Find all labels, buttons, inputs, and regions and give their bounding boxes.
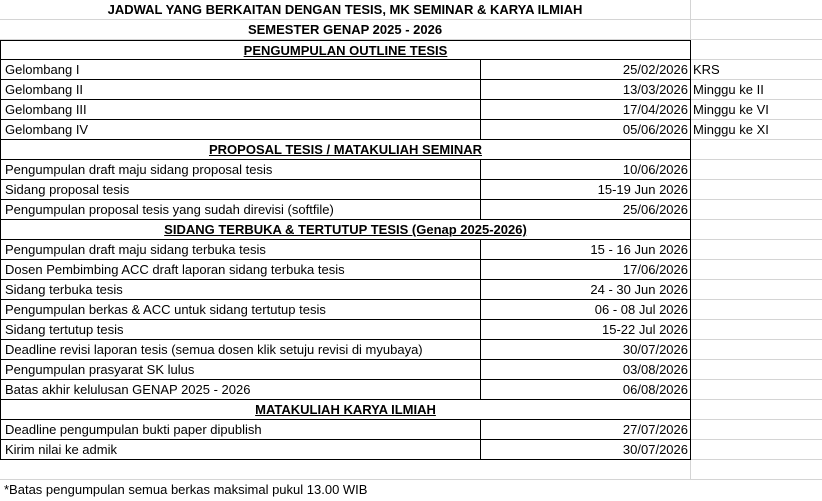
- empty-cell[interactable]: [691, 400, 822, 420]
- table-row: [0, 100, 822, 120]
- section-header[interactable]: MATAKULIAH KARYA ILMIAH: [0, 400, 691, 420]
- date-cell[interactable]: 03/08/2026: [481, 360, 691, 380]
- empty-cell[interactable]: [691, 40, 822, 60]
- table-row: [0, 200, 822, 220]
- date-cell[interactable]: 25/06/2026: [481, 200, 691, 220]
- table-row: [0, 340, 822, 360]
- note-cell[interactable]: Minggu ke VI: [691, 100, 822, 120]
- note-cell[interactable]: [691, 380, 822, 400]
- date-cell[interactable]: 10/06/2026: [481, 160, 691, 180]
- note-cell[interactable]: [691, 180, 822, 200]
- section-header-row: [0, 400, 822, 420]
- table-row: [0, 260, 822, 280]
- date-cell[interactable]: 17/04/2026: [481, 100, 691, 120]
- activity-cell[interactable]: Sidang proposal tesis: [0, 180, 481, 200]
- date-cell[interactable]: 05/06/2026: [481, 120, 691, 140]
- note-cell[interactable]: [691, 420, 822, 440]
- activity-cell[interactable]: Batas akhir kelulusan GENAP 2025 - 2026: [0, 380, 481, 400]
- section-header[interactable]: SIDANG TERBUKA & TERTUTUP TESIS (Genap 2025-2026): [0, 220, 691, 240]
- date-cell[interactable]: 06 - 08 Jul 2026: [481, 300, 691, 320]
- date-cell[interactable]: 15 - 16 Jun 2026: [481, 240, 691, 260]
- date-cell[interactable]: 30/07/2026: [481, 440, 691, 460]
- activity-cell[interactable]: Pengumpulan proposal tesis yang sudah direvisi (softfile): [0, 200, 481, 220]
- section-header-row: [0, 140, 822, 160]
- empty-cell[interactable]: [691, 20, 822, 40]
- table-row: [0, 240, 822, 260]
- empty-cell[interactable]: [0, 460, 691, 480]
- note-cell[interactable]: Minggu ke XI: [691, 120, 822, 140]
- empty-cell[interactable]: [691, 0, 822, 20]
- footnote[interactable]: *Batas pengumpulan semua berkas maksimal pukul 13.00 WIB: [4, 482, 368, 497]
- note-cell[interactable]: Minggu ke II: [691, 80, 822, 100]
- date-cell[interactable]: 13/03/2026: [481, 80, 691, 100]
- activity-cell[interactable]: Dosen Pembimbing ACC draft laporan sidang terbuka tesis: [0, 260, 481, 280]
- activity-cell[interactable]: Pengumpulan prasyarat SK lulus: [0, 360, 481, 380]
- activity-cell[interactable]: Gelombang III: [0, 100, 481, 120]
- table-row: [0, 160, 822, 180]
- section-header-row: [0, 40, 822, 60]
- note-cell[interactable]: [691, 440, 822, 460]
- table-row: [0, 360, 822, 380]
- table-row: [0, 280, 822, 300]
- activity-cell[interactable]: Deadline revisi laporan tesis (semua dosen klik setuju revisi di myubaya): [0, 340, 481, 360]
- empty-cell[interactable]: [691, 140, 822, 160]
- date-cell[interactable]: 30/07/2026: [481, 340, 691, 360]
- title-row-2: [0, 20, 822, 40]
- table-row: [0, 300, 822, 320]
- activity-cell[interactable]: Pengumpulan draft maju sidang terbuka tesis: [0, 240, 481, 260]
- empty-cell[interactable]: [691, 460, 822, 480]
- empty-row: [0, 460, 822, 480]
- activity-cell[interactable]: Gelombang II: [0, 80, 481, 100]
- activity-cell[interactable]: Pengumpulan berkas & ACC untuk sidang tertutup tesis: [0, 300, 481, 320]
- date-cell[interactable]: 25/02/2026: [481, 60, 691, 80]
- table-row: [0, 440, 822, 460]
- note-cell[interactable]: [691, 160, 822, 180]
- date-cell[interactable]: 15-19 Jun 2026: [481, 180, 691, 200]
- date-cell[interactable]: 27/07/2026: [481, 420, 691, 440]
- date-cell[interactable]: 15-22 Jul 2026: [481, 320, 691, 340]
- sheet-title[interactable]: JADWAL YANG BERKAITAN DENGAN TESIS, MK SEMINAR & KARYA ILMIAH: [0, 0, 691, 20]
- empty-cell[interactable]: [691, 220, 822, 240]
- activity-cell[interactable]: Kirim nilai ke admik: [0, 440, 481, 460]
- activity-cell[interactable]: Sidang tertutup tesis: [0, 320, 481, 340]
- title-row-1: [0, 0, 822, 20]
- note-cell[interactable]: [691, 340, 822, 360]
- activity-cell[interactable]: Sidang terbuka tesis: [0, 280, 481, 300]
- section-header[interactable]: PROPOSAL TESIS / MATAKULIAH SEMINAR: [0, 140, 691, 160]
- note-cell[interactable]: [691, 360, 822, 380]
- date-cell[interactable]: 24 - 30 Jun 2026: [481, 280, 691, 300]
- note-cell[interactable]: [691, 260, 822, 280]
- table-row: [0, 180, 822, 200]
- table-row: [0, 420, 822, 440]
- note-cell[interactable]: [691, 200, 822, 220]
- date-cell[interactable]: 17/06/2026: [481, 260, 691, 280]
- table-row: [0, 380, 822, 400]
- table-row: [0, 60, 822, 80]
- section-header[interactable]: PENGUMPULAN OUTLINE TESIS: [0, 40, 691, 60]
- table-row: [0, 80, 822, 100]
- table-row: [0, 120, 822, 140]
- note-cell[interactable]: KRS: [691, 60, 822, 80]
- activity-cell[interactable]: Pengumpulan draft maju sidang proposal tesis: [0, 160, 481, 180]
- activity-cell[interactable]: Gelombang I: [0, 60, 481, 80]
- semester-title[interactable]: SEMESTER GENAP 2025 - 2026: [0, 20, 691, 40]
- note-cell[interactable]: [691, 280, 822, 300]
- note-cell[interactable]: [691, 300, 822, 320]
- note-cell[interactable]: [691, 320, 822, 340]
- table-row: [0, 320, 822, 340]
- note-cell[interactable]: [691, 240, 822, 260]
- date-cell[interactable]: 06/08/2026: [481, 380, 691, 400]
- section-header-row: [0, 220, 822, 240]
- activity-cell[interactable]: Deadline pengumpulan bukti paper dipublish: [0, 420, 481, 440]
- activity-cell[interactable]: Gelombang IV: [0, 120, 481, 140]
